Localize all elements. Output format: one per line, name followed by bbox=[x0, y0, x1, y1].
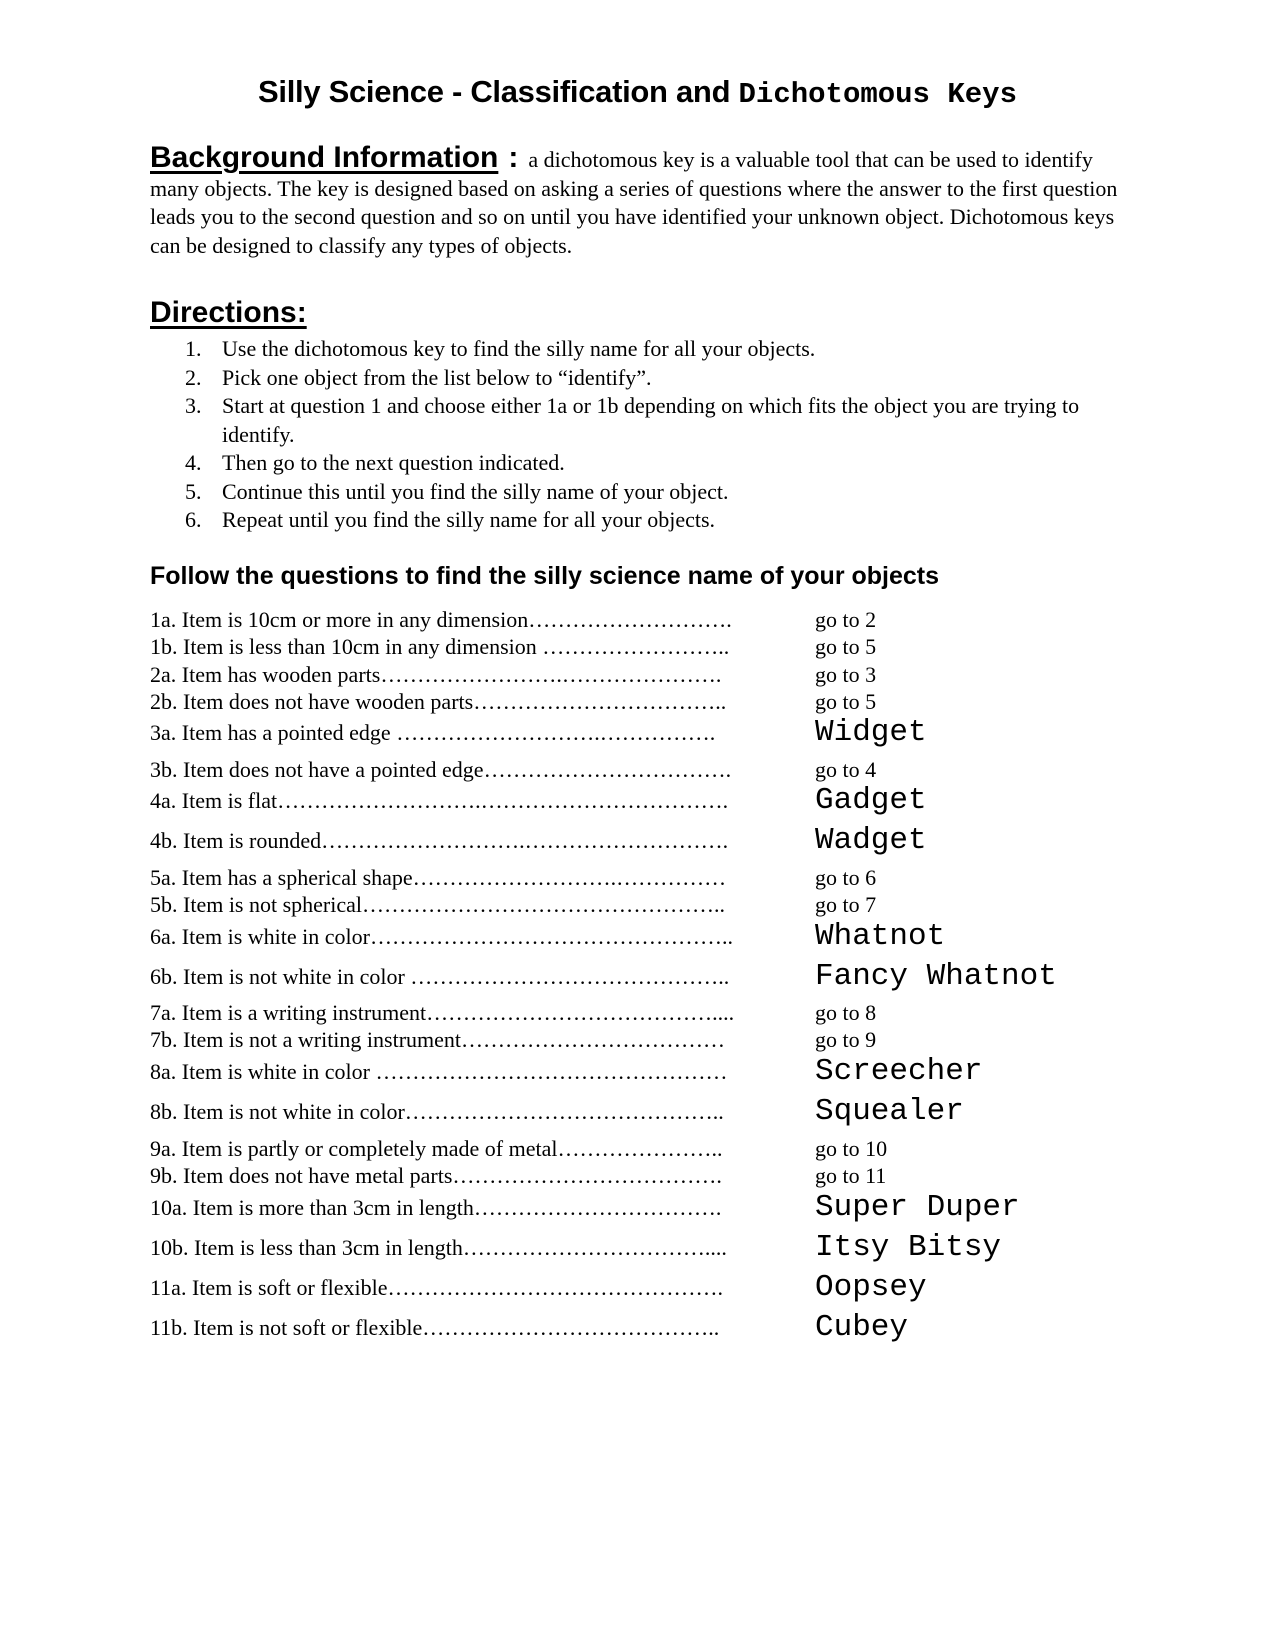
title-part-1: Silly Science - Classification and bbox=[258, 74, 739, 109]
key-row bbox=[150, 1305, 1150, 1345]
key-question: 4b. Item is rounded……………………….………………………. bbox=[150, 828, 729, 853]
key-silly-name: Oopsey bbox=[815, 1270, 927, 1305]
direction-text: Then go to the next question indicated. bbox=[222, 450, 565, 475]
key-silly-name: Cubey bbox=[815, 1310, 909, 1345]
page-title bbox=[0, 74, 1275, 111]
key-question: 2a. Item has wooden parts…………………….…………………. bbox=[150, 662, 722, 687]
key-silly-name: Gadget bbox=[815, 783, 927, 818]
key-row bbox=[150, 914, 1150, 954]
key-question: 5b. Item is not spherical………………………………………….. bbox=[150, 892, 726, 917]
key-row bbox=[150, 818, 1150, 858]
key-question: 10b. Item is less than 3cm in length…………………………….... bbox=[150, 1235, 727, 1260]
direction-text: Pick one object from the list below to “identify”. bbox=[222, 364, 652, 390]
key-row bbox=[150, 778, 1150, 818]
key-question: 8b. Item is not white in color…………………………………….. bbox=[150, 1099, 724, 1124]
background-heading: Background Information bbox=[150, 141, 499, 174]
key-row bbox=[150, 1265, 1150, 1305]
key-goto: go to 10 bbox=[815, 1136, 888, 1161]
key-question: 10a. Item is more than 3cm in length……………………………. bbox=[150, 1195, 722, 1220]
title-part-2: Dichotomous Keys bbox=[738, 78, 1017, 111]
key-silly-name: Wadget bbox=[815, 823, 927, 858]
key-question: 5a. Item has a spherical shape……………………….…………… bbox=[150, 865, 727, 890]
key-question: 1a. Item is 10cm or more in any dimension………………………. bbox=[150, 607, 732, 632]
key-row bbox=[150, 954, 1150, 994]
key-silly-name: Widget bbox=[815, 715, 927, 750]
key-question: 11b. Item is not soft or flexible………………………………….. bbox=[150, 1315, 720, 1340]
key-question: 3b. Item does not have a pointed edge……………………………. bbox=[150, 757, 732, 782]
key-row bbox=[150, 1185, 1150, 1225]
direction-item bbox=[150, 335, 1130, 364]
key-question: 3a. Item has a pointed edge ……………………….……………. bbox=[150, 720, 716, 745]
key-silly-name: Itsy Bitsy bbox=[815, 1230, 1002, 1265]
background-text: a dichotomous key is a valuable tool that can be used to identify many objects. The key is designed based on asking a series of questions where the answer to the first question leads you to the second question and so on until you have identified your unknown object. Dichotomous keys can be designed to classify any types of objects. bbox=[150, 147, 1118, 258]
direction-text: Use the dichotomous key to find the silly name for all your objects. bbox=[222, 336, 816, 361]
key-question: 6a. Item is white in color………………………………………….. bbox=[150, 924, 733, 949]
direction-number: 1. bbox=[185, 336, 202, 361]
direction-number: 3. bbox=[185, 393, 202, 418]
direction-number: 5. bbox=[185, 478, 202, 504]
key-question: 2b. Item does not have wooden parts…………………………….. bbox=[150, 689, 727, 714]
direction-text: Continue this until you find the silly name of your object. bbox=[222, 478, 729, 504]
key-goto: go to 5 bbox=[815, 689, 877, 714]
direction-item bbox=[150, 506, 1130, 535]
key-goto: go to 4 bbox=[815, 757, 877, 782]
direction-number: 6. bbox=[185, 507, 202, 532]
key-silly-name: Super Duper bbox=[815, 1190, 1020, 1225]
key-goto: go to 5 bbox=[815, 634, 877, 659]
key-silly-name: Screecher bbox=[815, 1054, 983, 1089]
directions-heading: Directions: bbox=[150, 296, 307, 329]
background-paragraph bbox=[150, 141, 1130, 260]
key-silly-name: Fancy Whatnot bbox=[815, 959, 1057, 994]
key-row bbox=[150, 1089, 1150, 1129]
key-row bbox=[150, 1225, 1150, 1265]
key-silly-name: Whatnot bbox=[815, 919, 946, 954]
key-question: 9b. Item does not have metal parts………………………………. bbox=[150, 1163, 722, 1188]
key-row bbox=[150, 710, 1150, 750]
direction-number: 2. bbox=[185, 364, 202, 390]
key-goto: go to 11 bbox=[815, 1163, 887, 1188]
follow-heading: Follow the questions to find the silly science name of your objects bbox=[150, 562, 940, 590]
key-goto: go to 6 bbox=[815, 865, 877, 890]
key-question: 4a. Item is flat……………………….……………………………. bbox=[150, 788, 729, 813]
key-question: 1b. Item is less than 10cm in any dimension …………………….. bbox=[150, 634, 730, 659]
key-goto: go to 8 bbox=[815, 1000, 877, 1025]
key-question: 7a. Item is a writing instrument………………………………….... bbox=[150, 1000, 735, 1025]
key-question: 9a. Item is partly or completely made of metal………………….. bbox=[150, 1136, 723, 1161]
key-goto: go to 7 bbox=[815, 892, 877, 917]
key-silly-name: Squealer bbox=[815, 1094, 964, 1129]
key-goto: go to 3 bbox=[815, 662, 877, 687]
direction-text: Start at question 1 and choose either 1a or 1b depending on which fits the object you are trying to identify. bbox=[222, 393, 1080, 447]
key-row bbox=[150, 1049, 1150, 1089]
directions-list bbox=[150, 335, 1130, 535]
key-question: 7b. Item is not a writing instrument……………………………… bbox=[150, 1027, 726, 1052]
key-question: 8a. Item is white in color ………………………………………… bbox=[150, 1059, 728, 1084]
background-colon: : bbox=[508, 141, 519, 174]
key-goto: go to 2 bbox=[815, 607, 877, 632]
key-question: 6b. Item is not white in color …………………………………….. bbox=[150, 964, 730, 989]
direction-item bbox=[150, 392, 1130, 449]
key-goto: go to 9 bbox=[815, 1027, 877, 1052]
direction-item bbox=[150, 478, 1130, 507]
direction-item bbox=[150, 364, 1130, 393]
direction-text: Repeat until you find the silly name for all your objects. bbox=[222, 507, 716, 532]
key-question: 11a. Item is soft or flexible………………………………………. bbox=[150, 1275, 723, 1300]
direction-number: 4. bbox=[185, 450, 202, 475]
direction-item bbox=[150, 449, 1130, 478]
